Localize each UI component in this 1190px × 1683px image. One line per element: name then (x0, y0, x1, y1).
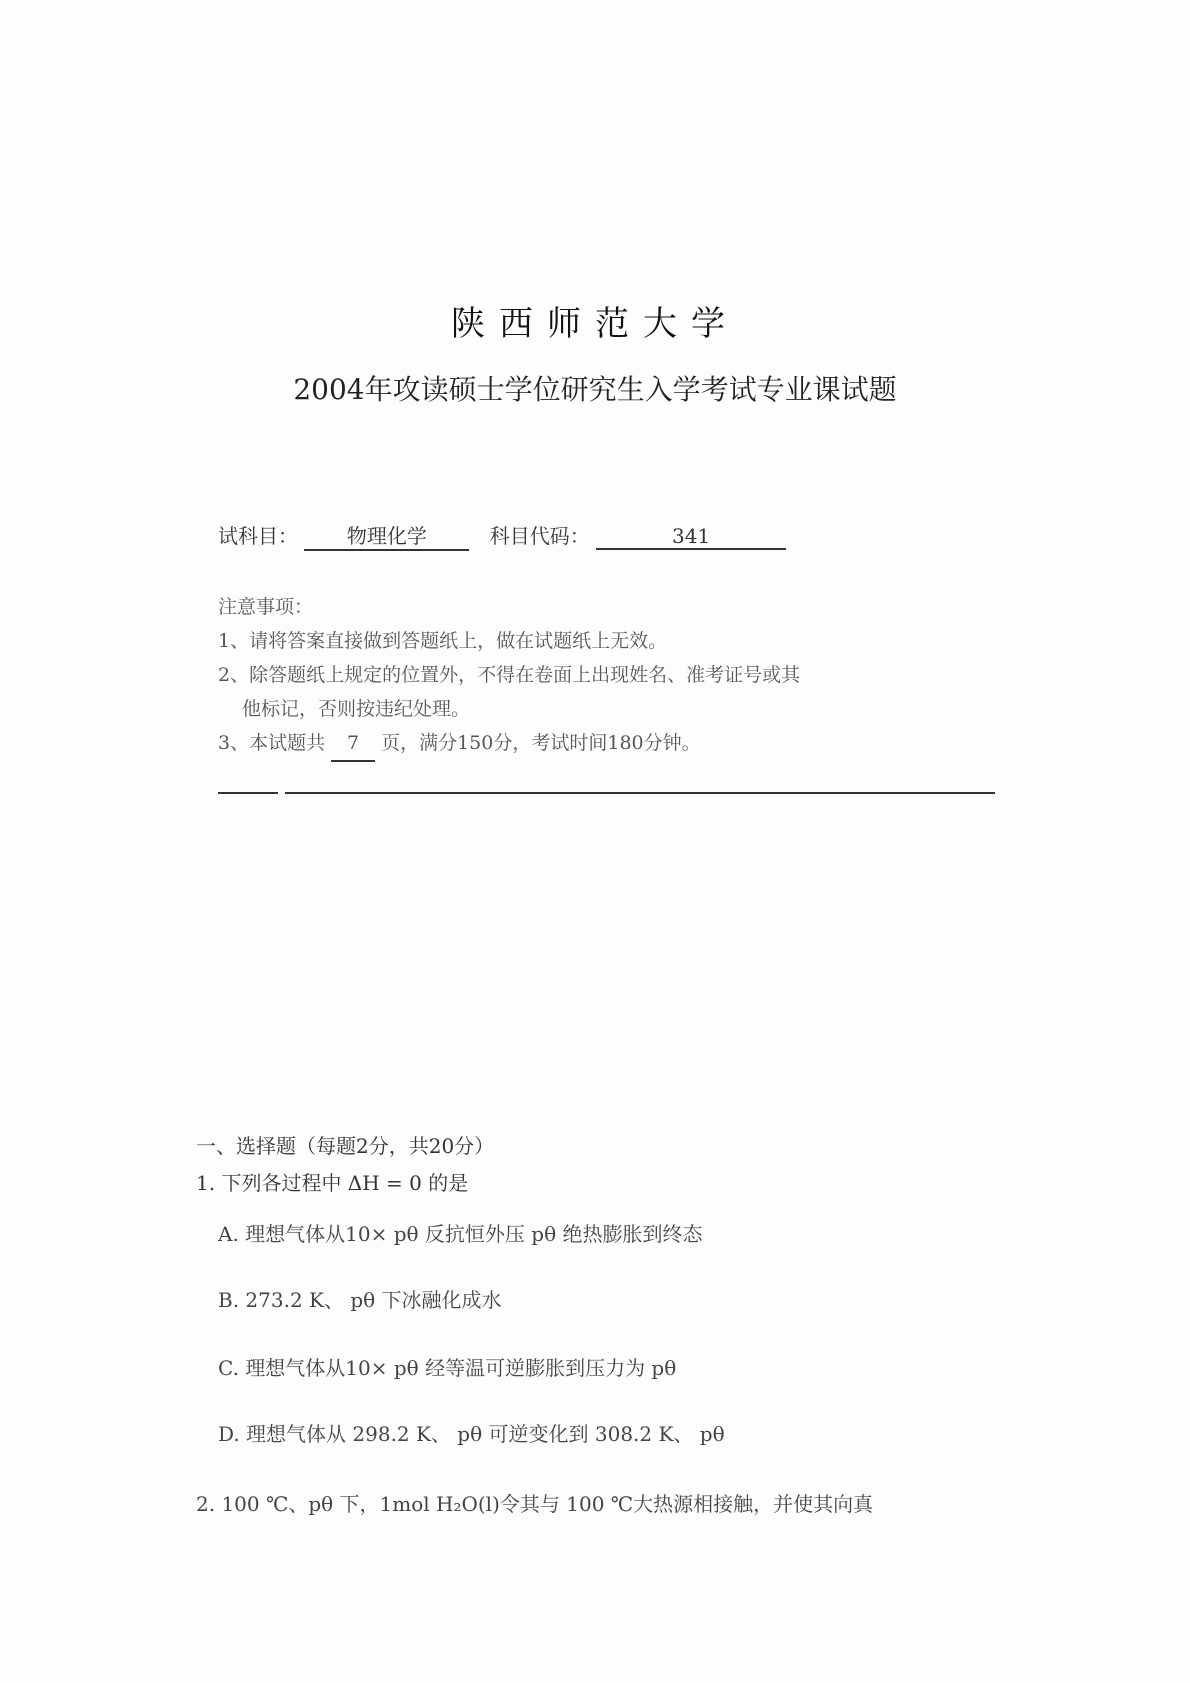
section-title: 一、选择题（每题2分，共20分） (196, 1134, 495, 1158)
option-b: B. 273.2 K、 pθ 下冰融化成水 (218, 1288, 502, 1312)
option-d: D. 理想气体从 298.2 K、 pθ 可逆变化到 308.2 K、 pθ (218, 1422, 725, 1446)
divider (285, 792, 995, 794)
notes (218, 590, 800, 762)
section (196, 1130, 494, 1196)
question-stem: 2. 100 ℃、pθ 下，1mol H₂O(l)令其与 100 ℃大热源相接触，并使其向真 (196, 1492, 874, 1516)
note-item: 1、请将答案直接做到答题纸上，做在试题纸上无效。 (218, 630, 668, 652)
note-item: 2、除答题纸上规定的位置外，不得在卷面上出现姓名、准考证号或其 (218, 664, 801, 686)
note-item (218, 726, 800, 762)
subject-label: 试科目： (218, 524, 298, 548)
university-name: 陕西师范大学 (451, 304, 739, 344)
option-a: A. 理想气体从10× pθ 反抗恒外压 pθ 绝热膨胀到终态 (218, 1222, 703, 1246)
note-text: 3、本试题共 (218, 732, 326, 754)
divider (218, 792, 278, 794)
note-text: 页，满分150分，考试时间180分钟。 (381, 732, 701, 754)
subject-code: 341 (596, 524, 786, 550)
notes-heading: 注意事项： (218, 596, 314, 618)
option-c: C. 理想气体从10× pθ 经等温可逆膨胀到压力为 pθ (218, 1356, 677, 1380)
subject-name: 物理化学 (304, 520, 469, 551)
question-stem: 1. 下列各过程中 ΔH = 0 的是 (196, 1171, 469, 1195)
code-label: 科目代码： (489, 524, 590, 548)
page-count: 7 (331, 726, 375, 762)
exam-title: 2004年攻读硕士学位研究生入学考试专业课试题 (293, 373, 897, 406)
subject-line (218, 520, 786, 551)
note-item: 他标记，否则按违纪处理。 (242, 698, 471, 720)
